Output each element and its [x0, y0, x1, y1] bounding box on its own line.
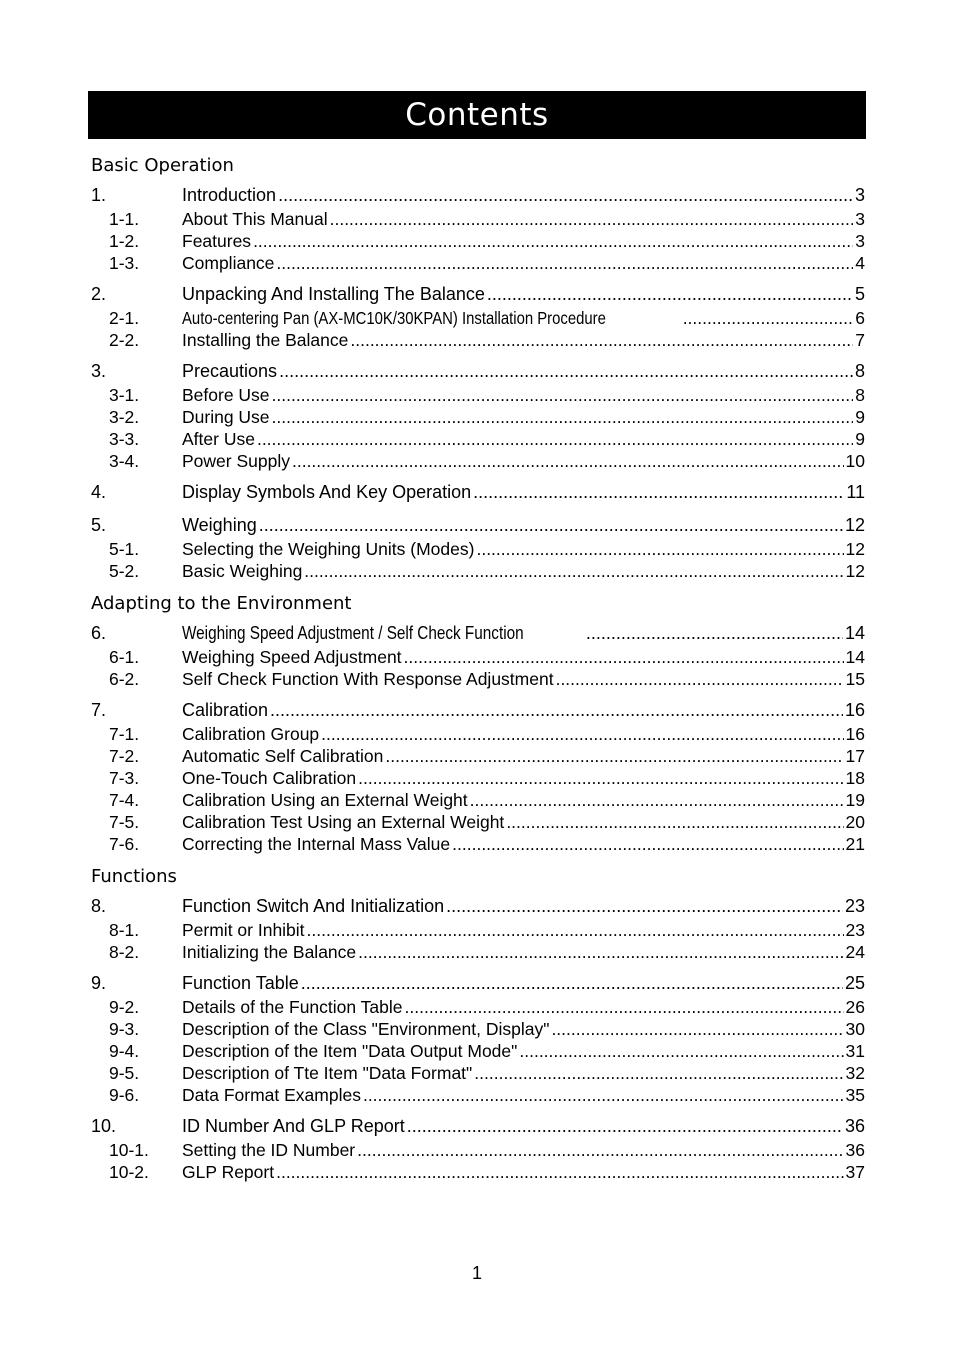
entry-title: Basic Weighing: [182, 561, 303, 581]
entry-page-number: 31: [845, 1041, 865, 1061]
dot-leader: [307, 919, 844, 941]
entry-page-number: 8: [855, 385, 865, 405]
entry-title: Selecting the Weighing Units (Modes): [182, 539, 475, 559]
dot-leader: [452, 833, 843, 855]
entry-number: 5.: [91, 515, 107, 535]
entry-number: 2-2.: [109, 330, 140, 350]
dot-leader: [476, 538, 843, 560]
entry-page-number: 16: [845, 724, 865, 744]
entry-title: Calibration Group: [182, 724, 320, 744]
section-heading: Basic Operation: [91, 155, 234, 176]
entry-title: Initializing the Balance: [182, 942, 357, 962]
dot-leader: [506, 811, 843, 833]
entry-title: Auto-centering Pan (AX-MC10K/30KPAN) Installation Procedure: [182, 308, 606, 328]
toc-chapter-entry[interactable]: [91, 621, 865, 646]
dot-leader: [551, 1018, 843, 1040]
entry-number: 4.: [91, 482, 107, 502]
toc-subsection-entry[interactable]: [91, 1062, 865, 1084]
dot-leader: [487, 282, 853, 307]
dot-leader: [253, 230, 853, 252]
toc-subsection-entry[interactable]: [91, 406, 865, 428]
toc-subsection-entry[interactable]: [91, 1139, 865, 1161]
entry-page-number: 20: [845, 812, 865, 832]
entry-number: 1.: [91, 185, 107, 205]
entry-page-number: 37: [845, 1162, 865, 1182]
entry-title: After Use: [182, 429, 255, 449]
entry-number: 7-1.: [109, 724, 140, 744]
entry-title: Weighing Speed Adjustment / Self Check Function: [182, 623, 524, 643]
entry-page-number: 7: [855, 330, 865, 350]
entry-page-number: 21: [845, 834, 865, 854]
page-title-text: Contents: [405, 97, 549, 133]
dot-leader: [385, 745, 843, 767]
toc-chapter-entry[interactable]: [91, 359, 865, 384]
dot-leader: [301, 971, 843, 996]
entry-title: Calibration: [182, 700, 269, 720]
toc-subsection-entry[interactable]: [91, 646, 865, 668]
toc-chapter-group: [91, 480, 865, 505]
dot-leader: [519, 1040, 843, 1062]
entry-page-number: 24: [845, 942, 865, 962]
dot-leader: [276, 252, 853, 274]
toc-chapter-entry[interactable]: [91, 1114, 865, 1139]
entry-title: Description of the Item "Data Output Mode": [182, 1041, 518, 1061]
entry-page-number: 11: [846, 482, 865, 502]
dot-leader: [321, 723, 843, 745]
toc-subsection-entry[interactable]: [91, 1040, 865, 1062]
toc-subsection-entry[interactable]: [91, 230, 865, 252]
entry-number: 3-1.: [109, 385, 140, 405]
toc-subsection-entry[interactable]: [91, 560, 865, 582]
toc-subsection-entry[interactable]: [91, 450, 865, 472]
page-number: 1: [471, 1263, 482, 1283]
toc-subsection-entry[interactable]: [91, 538, 865, 560]
toc-subsection-entry[interactable]: [91, 789, 865, 811]
section-heading: Functions: [91, 866, 177, 887]
toc-chapter-entry[interactable]: [91, 513, 865, 538]
entry-page-number: 9: [855, 429, 865, 449]
entry-title: Features: [182, 231, 252, 251]
dot-leader: [278, 183, 853, 208]
toc-subsection-entry[interactable]: [91, 668, 865, 690]
entry-title: GLP Report: [182, 1162, 275, 1182]
entry-title: Data Format Examples: [182, 1085, 361, 1105]
entry-number: 6.: [91, 623, 107, 643]
entry-title: Correcting the Internal Mass Value: [182, 834, 451, 854]
toc-chapter-entry[interactable]: [91, 971, 865, 996]
entry-page-number: 14: [844, 623, 865, 643]
dot-leader: [358, 767, 843, 789]
toc-subsection-entry[interactable]: [91, 996, 865, 1018]
toc-chapter-group: [91, 513, 865, 582]
toc-chapter-group: [91, 971, 865, 1106]
dot-leader: [470, 789, 844, 811]
entry-page-number: 17: [845, 746, 865, 766]
toc-chapter-entry[interactable]: [91, 480, 865, 505]
dot-leader: [405, 996, 844, 1018]
dot-leader: [272, 384, 854, 406]
entry-title: Setting the ID Number: [182, 1140, 356, 1160]
entry-number: 7-3.: [109, 768, 140, 788]
entry-title: Self Check Function With Response Adjustment: [182, 669, 554, 689]
toc-subsection-entry[interactable]: [91, 428, 865, 450]
entry-title: During Use: [182, 407, 270, 427]
entry-page-number: 32: [845, 1063, 865, 1083]
entry-title: Precautions: [182, 361, 278, 381]
entry-number: 3-4.: [109, 451, 140, 471]
entry-number: 2.: [91, 284, 107, 304]
entry-page-number: 26: [845, 997, 865, 1017]
toc-chapter-entry[interactable]: [91, 698, 865, 723]
dot-leader: [276, 1161, 843, 1183]
entry-number: 6-2.: [109, 669, 140, 689]
entry-title: Description of the Class "Environment, Display": [182, 1019, 550, 1039]
entry-title: Compliance: [182, 253, 275, 273]
entry-number: 7-4.: [109, 790, 140, 810]
toc-subsection-entry[interactable]: [91, 208, 865, 230]
entry-number: 3-3.: [109, 429, 140, 449]
dot-leader: [363, 1084, 844, 1106]
entry-page-number: 9: [855, 407, 865, 427]
entry-page-number: 36: [844, 1116, 865, 1136]
entry-page-number: 23: [845, 920, 865, 940]
entry-title: Installing the Balance: [182, 330, 349, 350]
entry-number: 3.: [91, 361, 107, 381]
dot-leader: [586, 621, 843, 646]
toc-subsection-entry[interactable]: [91, 1084, 865, 1106]
dot-leader: [279, 359, 853, 384]
toc-subsection-entry[interactable]: [91, 1018, 865, 1040]
table-of-contents: [91, 150, 865, 1183]
entry-page-number: 8: [854, 361, 865, 381]
entry-page-number: 30: [845, 1019, 865, 1039]
dot-leader: [304, 560, 843, 582]
toc-chapter-group: [91, 183, 865, 274]
entry-title: One-Touch Calibration: [182, 768, 357, 788]
dot-leader: [270, 698, 843, 723]
toc-subsection-entry[interactable]: [91, 811, 865, 833]
entry-page-number: 5: [854, 284, 865, 304]
toc-chapter-group: [91, 698, 865, 855]
entry-title: Function Switch And Initialization: [182, 896, 445, 916]
entry-page-number: 3: [855, 209, 865, 229]
entry-page-number: 10: [845, 451, 865, 471]
entry-page-number: 12: [845, 561, 865, 581]
entry-title: Description of Tte Item "Data Format": [182, 1063, 473, 1083]
entry-number: 2-1.: [109, 308, 140, 328]
entry-title: Details of the Function Table: [182, 997, 403, 1017]
entry-number: 9-6.: [109, 1085, 140, 1105]
entry-page-number: 3: [854, 185, 865, 205]
entry-title: About This Manual: [182, 209, 328, 229]
entry-page-number: 12: [844, 515, 865, 535]
entry-number: 5-1.: [109, 539, 140, 559]
dot-leader: [446, 894, 843, 919]
dot-leader: [404, 646, 844, 668]
entry-title: Weighing Speed Adjustment: [182, 647, 402, 667]
entry-number: 1-2.: [109, 231, 140, 251]
dot-leader: [473, 480, 844, 505]
entry-number: 10-1.: [109, 1140, 149, 1160]
entry-number: 5-2.: [109, 561, 140, 581]
entry-number: 9-4.: [109, 1041, 140, 1061]
entry-page-number: 12: [845, 539, 865, 559]
entry-number: 9-3.: [109, 1019, 140, 1039]
entry-number: 6-1.: [109, 647, 140, 667]
entry-title: Permit or Inhibit: [182, 920, 305, 940]
toc-chapter-group: [91, 621, 865, 690]
toc-subsection-entry[interactable]: [91, 919, 865, 941]
toc-subsection-entry[interactable]: [91, 833, 865, 855]
entry-number: 8.: [91, 896, 107, 916]
entry-page-number: 36: [845, 1140, 865, 1160]
toc-subsection-entry[interactable]: [91, 1161, 865, 1183]
toc-subsection-entry[interactable]: [91, 941, 865, 963]
entry-page-number: 35: [845, 1085, 865, 1105]
toc-chapter-entry[interactable]: [91, 282, 865, 307]
entry-page-number: 14: [845, 647, 865, 667]
toc-subsection-entry[interactable]: [91, 745, 865, 767]
entry-number: 9-2.: [109, 997, 140, 1017]
entry-title: Introduction: [182, 185, 277, 205]
entry-number: 3-2.: [109, 407, 140, 427]
entry-page-number: 19: [845, 790, 865, 810]
toc-chapter-group: [91, 282, 865, 351]
dot-leader: [683, 307, 854, 329]
section-heading: Adapting to the Environment: [91, 593, 352, 614]
entry-title: Automatic Self Calibration: [182, 746, 384, 766]
entry-title: Display Symbols And Key Operation: [182, 482, 472, 502]
entry-page-number: 4: [855, 253, 865, 273]
page-title: [88, 91, 866, 139]
toc-subsection-entry[interactable]: [91, 384, 865, 406]
entry-page-number: 18: [845, 768, 865, 788]
dot-leader: [292, 450, 844, 472]
dot-leader: [330, 208, 854, 230]
dot-leader: [474, 1062, 843, 1084]
entry-page-number: 6: [855, 308, 865, 328]
entry-number: 7-2.: [109, 746, 140, 766]
entry-page-number: 25: [844, 973, 865, 993]
entry-title: Function Table: [182, 973, 299, 993]
entry-title: Before Use: [182, 385, 270, 405]
dot-leader: [556, 668, 844, 690]
entry-number: 9.: [91, 973, 107, 993]
entry-title: Calibration Using an External Weight: [182, 790, 468, 810]
toc-subsection-entry[interactable]: [91, 307, 865, 329]
entry-number: 10.: [91, 1116, 117, 1136]
toc-subsection-entry[interactable]: [91, 252, 865, 274]
dot-leader: [272, 406, 854, 428]
toc-subsection-entry[interactable]: [91, 329, 865, 351]
entry-number: 1-3.: [109, 253, 140, 273]
entry-number: 7-6.: [109, 834, 140, 854]
entry-number: 1-1.: [109, 209, 140, 229]
dot-leader: [358, 941, 843, 963]
entry-page-number: 3: [855, 231, 865, 251]
toc-subsection-entry[interactable]: [91, 767, 865, 789]
toc-chapter-entry[interactable]: [91, 894, 865, 919]
dot-leader: [357, 1139, 843, 1161]
dot-leader: [259, 513, 843, 538]
entry-number: 9-5.: [109, 1063, 140, 1083]
entry-number: 10-2.: [109, 1162, 149, 1182]
entry-number: 8-2.: [109, 942, 140, 962]
entry-page-number: 23: [844, 896, 865, 916]
toc-subsection-entry[interactable]: [91, 723, 865, 745]
entry-title: Weighing: [182, 515, 257, 535]
dot-leader: [350, 329, 853, 351]
entry-title: Calibration Test Using an External Weight: [182, 812, 505, 832]
entry-number: 7.: [91, 700, 107, 720]
entry-page-number: 16: [844, 700, 865, 720]
entry-title: Unpacking And Installing The Balance: [182, 284, 485, 304]
toc-chapter-group: [91, 1114, 865, 1183]
toc-chapter-entry[interactable]: [91, 183, 865, 208]
entry-title: ID Number And GLP Report: [182, 1116, 405, 1136]
dot-leader: [407, 1114, 843, 1139]
entry-number: 7-5.: [109, 812, 140, 832]
entry-number: 8-1.: [109, 920, 140, 940]
entry-page-number: 15: [845, 669, 865, 689]
toc-chapter-group: [91, 359, 865, 472]
entry-title: Power Supply: [182, 451, 290, 471]
toc-chapter-group: [91, 894, 865, 963]
dot-leader: [257, 428, 853, 450]
